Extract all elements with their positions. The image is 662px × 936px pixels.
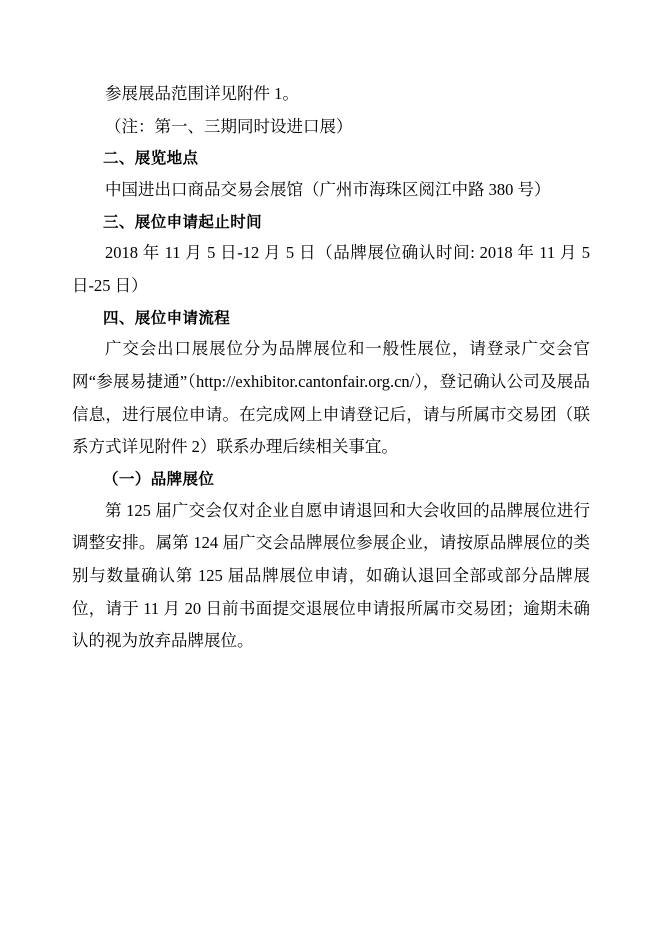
heading-section-three: 三、展位申请起止时间 [103,212,263,231]
paragraph-venue: 中国进出口商品交易会展馆（广州市海珠区阅江中路 380 号） [105,180,551,199]
paragraph-application-period: 2018 年 11 月 5 日-12 月 5 日（品牌展位确认时间: 2018 年 11 月 5 日-25 日） [72,243,590,295]
paragraph-scope-note: 参展展品范围详见附件 1。 [105,84,299,103]
paragraph-application-process: 广交会出口展展位分为品牌展位和一般性展位，请登录广交会官网“参展易捷通”（http://exhibitor.cantonfair.org.cn/），登记确认公司及展品信息，进行展位申请。在完成网上申请登记后，请与所属市交易团（联系方式详见附件 2）联系办理后续相关事宜。 [72,339,590,457]
document-body [72,78,590,658]
paragraph-brand-booth: 第 125 届广交会仅对企业自愿申请退回和大会收回的品牌展位进行调整安排。属第 124 届广交会品牌展位参展企业，请按原品牌展位的类别与数量确认第 125 届品牌展位申请，如确认退回全部或部分品牌展位，请于 11 月 20 日前书面提交退展位申请报所属市交易团；逾期未确认的视为放弃品牌展位。 [72,500,590,651]
heading-section-two: 二、展览地点 [103,149,199,168]
heading-subsection-one: （一）品牌展位 [103,469,215,488]
heading-section-four: 四、展位申请流程 [103,308,231,327]
paragraph-import-note: （注：第一、三期同时设进口展） [105,116,353,136]
